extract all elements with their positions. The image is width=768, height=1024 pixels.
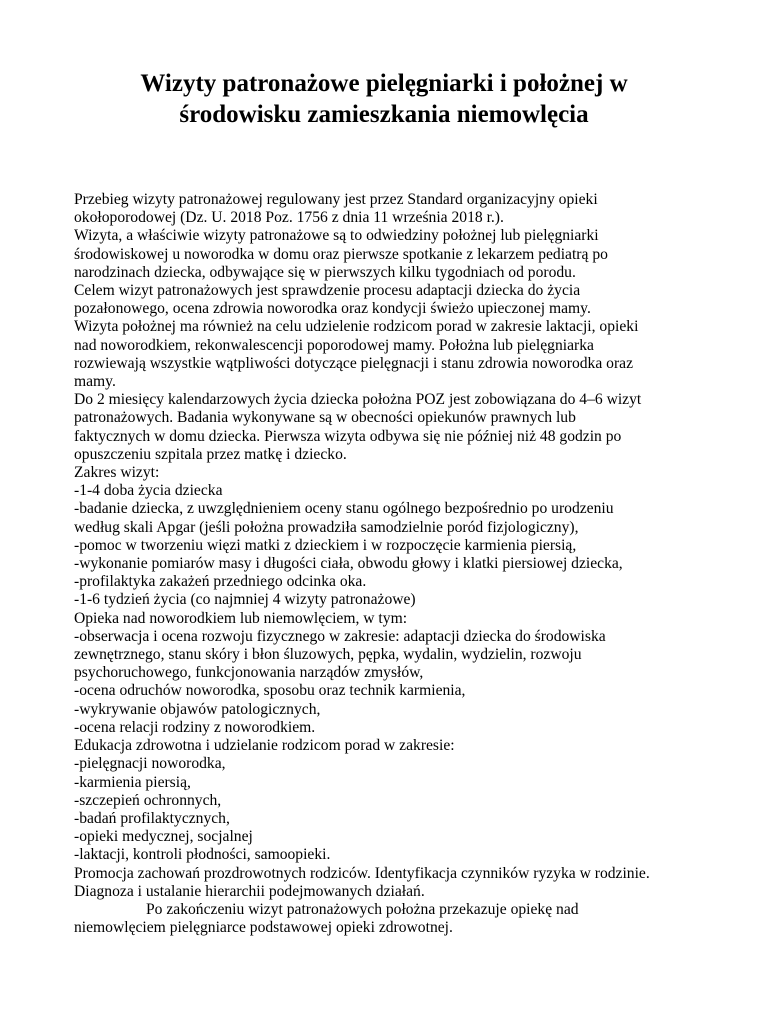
text-line-indented: Po zakończeniu wizyt patronażowych położna przekazuje opiekę nad [146, 900, 579, 918]
text-line: Celem wizyt patronażowych jest sprawdzenie procesu adaptacji dziecka do życia [74, 282, 581, 300]
text-line: Diagnoza i ustalanie hierarchii podejmowanych działań. [74, 882, 425, 900]
document-body [74, 191, 714, 937]
text-line: pozałonowego, ocena zdrowia noworodka oraz kondycji świeżo upieczonej mamy. [74, 300, 591, 318]
list-item: -pielęgnacji noworodka, [74, 755, 226, 773]
document-title-line: środowisku zamieszkania niemowlęcia [179, 101, 589, 128]
list-item: -opieki medycznej, socjalnej [74, 828, 253, 846]
list-item: -obserwacja i ocena rozwoju fizycznego w zakresie: adaptacji dziecka do środowiska [74, 627, 606, 645]
document-title-line: Wizyty patronażowe pielęgniarki i położnej w [140, 70, 628, 97]
text-line: Promocja zachowań prozdrowotnych rodziców. Identyfikacja czynników ryzyka w rodzinie. [74, 864, 650, 882]
text-line: Wizyta położnej ma również na celu udzielenie rodzicom porad w zakresie laktacji, opieki [74, 318, 639, 336]
text-line: niemowlęciem pielęgniarce podstawowej opieki zdrowotnej. [74, 919, 453, 937]
text-line: psychoruchowego, funkcjonowania narządów zmysłów, [74, 664, 424, 682]
list-item: -wykrywanie objawów patologicznych, [74, 700, 321, 718]
list-item: -laktacji, kontroli płodności, samoopieki. [74, 846, 331, 864]
text-line: Wizyta, a właściwie wizyty patronażowe są to odwiedziny położnej lub pielęgniarki [74, 227, 599, 245]
list-item: -ocena odruchów noworodka, sposobu oraz technik karmienia, [74, 682, 466, 700]
text-line: nad noworodkiem, rekonwalescencji poporodowej mamy. Położna lub pielęgniarka [74, 336, 594, 354]
text-line: okołoporodowej (Dz. U. 2018 Poz. 1756 z dnia 11 września 2018 r.). [74, 209, 504, 227]
text-line: zewnętrznego, stanu skóry i błon śluzowych, pępka, wydalin, wydzielin, rozwoju [74, 646, 582, 664]
text-line: narodzinach dziecka, odbywające się w pierwszych kilku tygodniach od porodu. [74, 263, 576, 281]
document-title [60, 68, 708, 130]
list-item: -1-4 doba życia dziecka [74, 482, 223, 500]
list-item: -badań profilaktycznych, [74, 809, 230, 827]
text-line: według skali Apgar (jeśli położna prowadziła samodzielnie poród fizjologiczny), [74, 518, 579, 536]
text-line: Edukacja zdrowotna i udzielanie rodzicom porad w zakresie: [74, 737, 455, 755]
text-line: mamy. [74, 373, 116, 391]
list-item: -1-6 tydzień życia (co najmniej 4 wizyty patronażowe) [74, 591, 416, 609]
text-line: patronażowych. Badania wykonywane są w obecności opiekunów prawnych lub [74, 409, 576, 427]
list-item: -karmienia piersią, [74, 773, 191, 791]
text-line: rozwiewają wszystkie wątpliwości dotyczące pielęgnacji i stanu zdrowia noworodka oraz [74, 354, 633, 372]
text-line: środowiskowej u noworodka w domu oraz pierwsze spotkanie z lekarzem pediatrą po [74, 245, 608, 263]
text-line: Do 2 miesięcy kalendarzowych życia dziecka położna POZ jest zobowiązana do 4–6 wizyt [74, 391, 642, 409]
list-item: -szczepień ochronnych, [74, 791, 222, 809]
list-item: -badanie dziecka, z uwzględnieniem oceny stanu ogólnego bezpośrednio po urodzeniu [74, 500, 614, 518]
list-item: -wykonanie pomiarów masy i długości ciała, obwodu głowy i klatki piersiowej dziecka, [74, 555, 623, 573]
text-line: Przebieg wizyty patronażowej regulowany jest przez Standard organizacyjny opieki [74, 191, 598, 208]
text-line: opuszczeniu szpitala przez matkę i dziecko. [74, 445, 347, 463]
list-item: -profilaktyka zakażeń przedniego odcinka oka. [74, 573, 367, 591]
text-line: Opieka nad noworodkiem lub niemowlęciem, w tym: [74, 609, 408, 627]
text-line: Zakres wizyt: [74, 464, 160, 482]
list-item: -pomoc w tworzeniu więzi matki z dzieckiem i w rozpoczęcie karmienia piersią, [74, 536, 577, 554]
list-item: -ocena relacji rodziny z noworodkiem. [74, 718, 316, 736]
text-line: faktycznych w domu dziecka. Pierwsza wizyta odbywa się nie później niż 48 godzin po [74, 427, 622, 445]
